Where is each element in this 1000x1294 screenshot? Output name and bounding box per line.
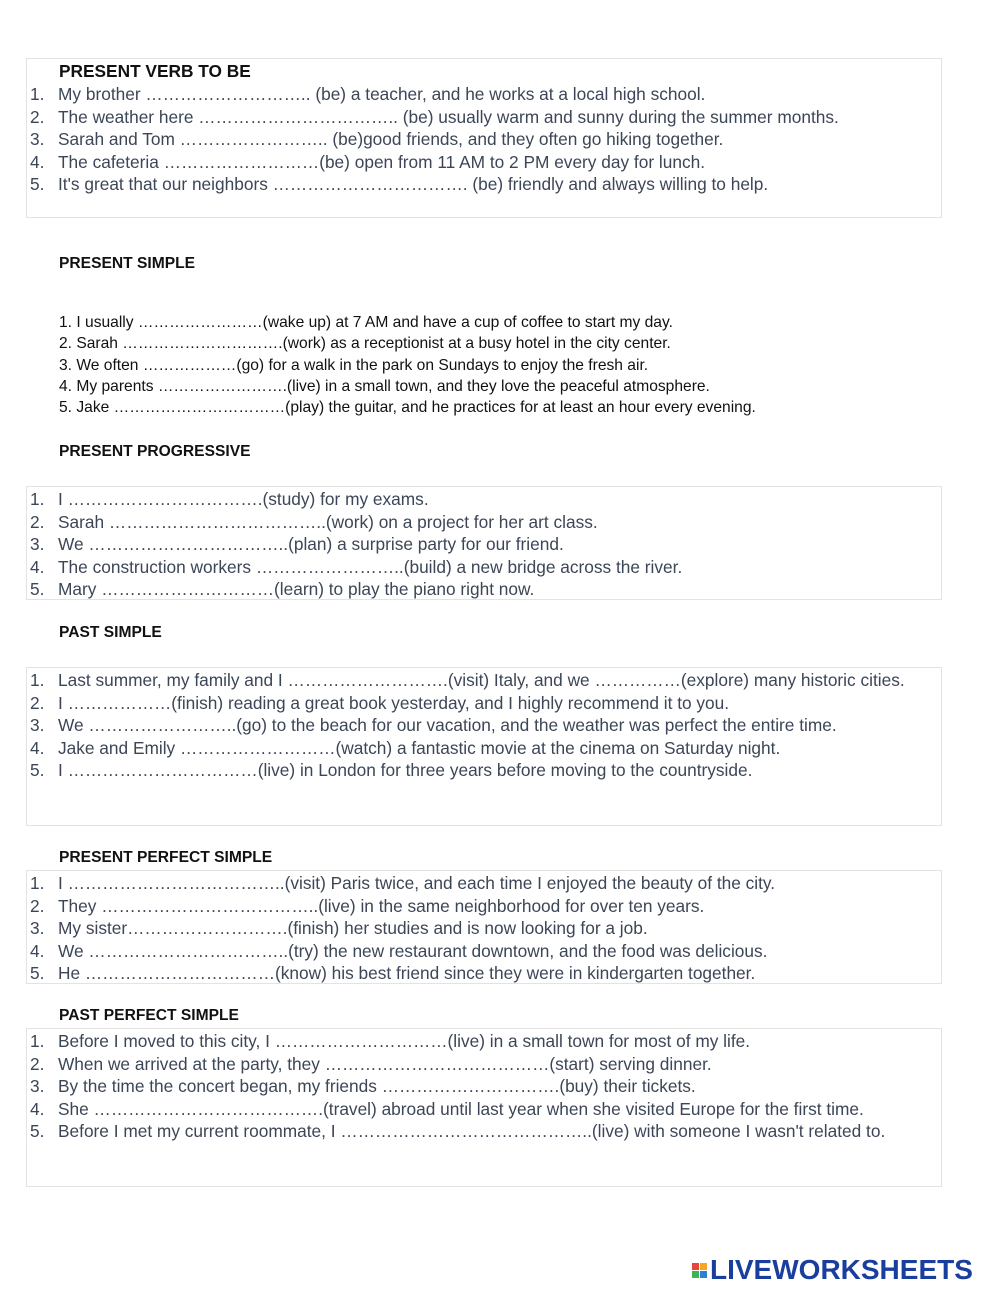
item-text: He ……………………………(know) his best friend since they were in kindergarten together. — [58, 963, 756, 983]
item-number: 2. — [30, 106, 45, 127]
item-number: 2. — [30, 692, 45, 713]
exercise-item — [26, 669, 942, 692]
exercise-item — [26, 759, 942, 782]
item-text: Sarah ………………………………..(work) on a project for her art class. — [58, 511, 598, 532]
item-number: 4. — [30, 1098, 45, 1119]
exercise-list — [26, 1030, 942, 1143]
section-title: PRESENT PERFECT SIMPLE — [59, 849, 273, 866]
liveworksheets-logo — [692, 1256, 973, 1284]
logo-block — [700, 1271, 707, 1278]
exercise-item — [26, 917, 942, 940]
logo-blocks-icon — [692, 1263, 707, 1278]
item-number: 1. — [30, 670, 45, 690]
section-title: PAST PERFECT SIMPLE — [59, 1007, 239, 1024]
item-number: 2. — [30, 511, 45, 532]
exercise-item — [26, 692, 942, 715]
exercise-item — [26, 872, 942, 895]
item-number: 1. — [30, 489, 45, 509]
item-number: 1. — [30, 873, 45, 893]
exercise-list — [59, 312, 959, 418]
item-number: 2. — [59, 335, 73, 353]
item-number: 3. — [30, 129, 45, 149]
item-text: We ……………………………..(try) the new restaurant downtown, and the food was delicious. — [58, 940, 768, 961]
item-number: 3. — [30, 1076, 45, 1096]
item-text: My brother ……………………….. (be) a teacher, and he works at a local high school. — [58, 84, 706, 104]
item-number: 3. — [30, 918, 45, 938]
item-number: 3. — [30, 534, 45, 554]
section-title: PRESENT VERB TO BE — [59, 61, 251, 81]
logo-block — [700, 1263, 707, 1270]
item-text: The weather here …………………………….. (be) usually warm and sunny during the summer months. — [58, 106, 839, 127]
item-text: Sarah ………………………….(work) as a receptionist at a busy hotel in the city center. — [76, 335, 671, 353]
exercise-item — [59, 312, 959, 333]
item-number: 5. — [59, 399, 73, 417]
exercise-list — [26, 83, 942, 196]
exercise-list — [26, 872, 942, 985]
section-title: PAST SIMPLE — [59, 624, 162, 641]
item-text: My sister……………………….(finish) her studies and is now looking for a job. — [58, 918, 648, 938]
item-text: Jake ……………………………(play) the guitar, and he practices for at least an hour every evening. — [76, 399, 756, 417]
exercise-item — [26, 940, 942, 963]
item-text: By the time the concert began, my friends ………………………….(buy) their tickets. — [58, 1076, 696, 1096]
item-number: 5. — [30, 1121, 45, 1141]
item-number: 2. — [30, 895, 45, 916]
item-number: 5. — [30, 963, 45, 983]
item-text: The cafeteria ………………………(be) open from 11 AM to 2 PM every day for lunch. — [58, 151, 705, 172]
item-text: Sarah and Tom …………………….. (be)good friends, and they often go hiking together. — [58, 129, 724, 149]
item-number: 5. — [30, 174, 45, 194]
item-text: I ……………………………(live) in London for three years before moving to the countryside. — [58, 760, 753, 780]
item-number: 2. — [30, 1053, 45, 1074]
item-text: I ………………………………..(visit) Paris twice, and each time I enjoyed the beauty of the city. — [58, 873, 776, 893]
item-number: 4. — [30, 737, 45, 758]
exercise-item — [59, 333, 959, 354]
item-text: Before I moved to this city, I …………………………(live) in a small town for most of my life. — [58, 1031, 751, 1051]
item-number: 1. — [30, 84, 45, 104]
exercise-item — [26, 488, 942, 511]
exercise-list — [26, 488, 942, 601]
exercise-item — [26, 714, 942, 737]
item-text: My parents …………………….(live) in a small town, and they love the peaceful atmosphere. — [76, 377, 710, 395]
item-text: Before I met my current roommate, I ……………………………………..(live) with someone I wasn't related to. — [58, 1121, 886, 1141]
item-number: 3. — [30, 715, 45, 735]
exercise-item — [26, 737, 942, 760]
exercise-item — [26, 151, 942, 174]
exercise-item — [26, 1120, 942, 1143]
item-text: Mary …………………………(learn) to play the piano right now. — [58, 579, 535, 599]
item-text: She ………………………………….(travel) abroad until last year when she visited Europe for the first time. — [58, 1098, 864, 1119]
exercise-item — [26, 1075, 942, 1098]
item-text: I …………………………….(study) for my exams. — [58, 489, 429, 509]
item-number: 1. — [30, 1031, 45, 1051]
item-text: We often ………………(go) for a walk in the park on Sundays to enjoy the fresh air. — [76, 356, 649, 374]
exercise-item — [26, 895, 942, 918]
item-text: I ………………(finish) reading a great book yesterday, and I highly recommend it to you. — [58, 692, 730, 713]
exercise-item — [26, 1053, 942, 1076]
item-number: 4. — [59, 377, 73, 395]
item-number: 4. — [30, 151, 45, 172]
item-number: 4. — [30, 556, 45, 577]
exercise-item — [26, 511, 942, 534]
logo-block — [692, 1263, 699, 1270]
item-text: The construction workers ……………………..(build) a new bridge across the river. — [58, 556, 683, 577]
logo-text: LIVEWORKSHEETS — [710, 1254, 973, 1285]
exercise-item — [26, 962, 942, 985]
exercise-item — [59, 397, 959, 418]
section-title: PRESENT SIMPLE — [59, 255, 196, 272]
item-number: 3. — [59, 356, 73, 374]
item-number: 1. — [59, 314, 73, 331]
item-number: 5. — [30, 579, 45, 599]
exercise-item — [26, 106, 942, 129]
item-text: When we arrived at the party, they …………………………………(start) serving dinner. — [58, 1053, 712, 1074]
exercise-item — [26, 128, 942, 151]
item-text: We ……………………………..(plan) a surprise party for our friend. — [58, 534, 564, 554]
exercise-item — [26, 556, 942, 579]
item-text: They ………………………………..(live) in the same neighborhood for over ten years. — [58, 895, 705, 916]
exercise-item — [26, 83, 942, 106]
exercise-item — [59, 376, 959, 397]
exercise-item — [26, 533, 942, 556]
exercise-item — [26, 1098, 942, 1121]
item-number: 5. — [30, 760, 45, 780]
item-text: Jake and Emily ………………………(watch) a fantastic movie at the cinema on Saturday night. — [58, 737, 781, 758]
exercise-item — [26, 1030, 942, 1053]
item-text: I usually ……………………(wake up) at 7 AM and have a cup of coffee to start my day. — [76, 314, 673, 331]
exercise-item — [26, 578, 942, 601]
item-text: Last summer, my family and I ……………………….(visit) Italy, and we ……………(explore) many historic cities. — [58, 670, 905, 690]
exercise-item — [26, 173, 942, 196]
exercise-list — [26, 669, 942, 782]
logo-block — [692, 1271, 699, 1278]
item-text: It's great that our neighbors ……………………………. (be) friendly and always willing to help. — [58, 174, 769, 194]
item-text: We ……………………..(go) to the beach for our vacation, and the weather was perfect the entire time. — [58, 715, 837, 735]
exercise-item — [59, 355, 959, 376]
item-number: 4. — [30, 940, 45, 961]
section-title: PRESENT PROGRESSIVE — [59, 443, 251, 460]
